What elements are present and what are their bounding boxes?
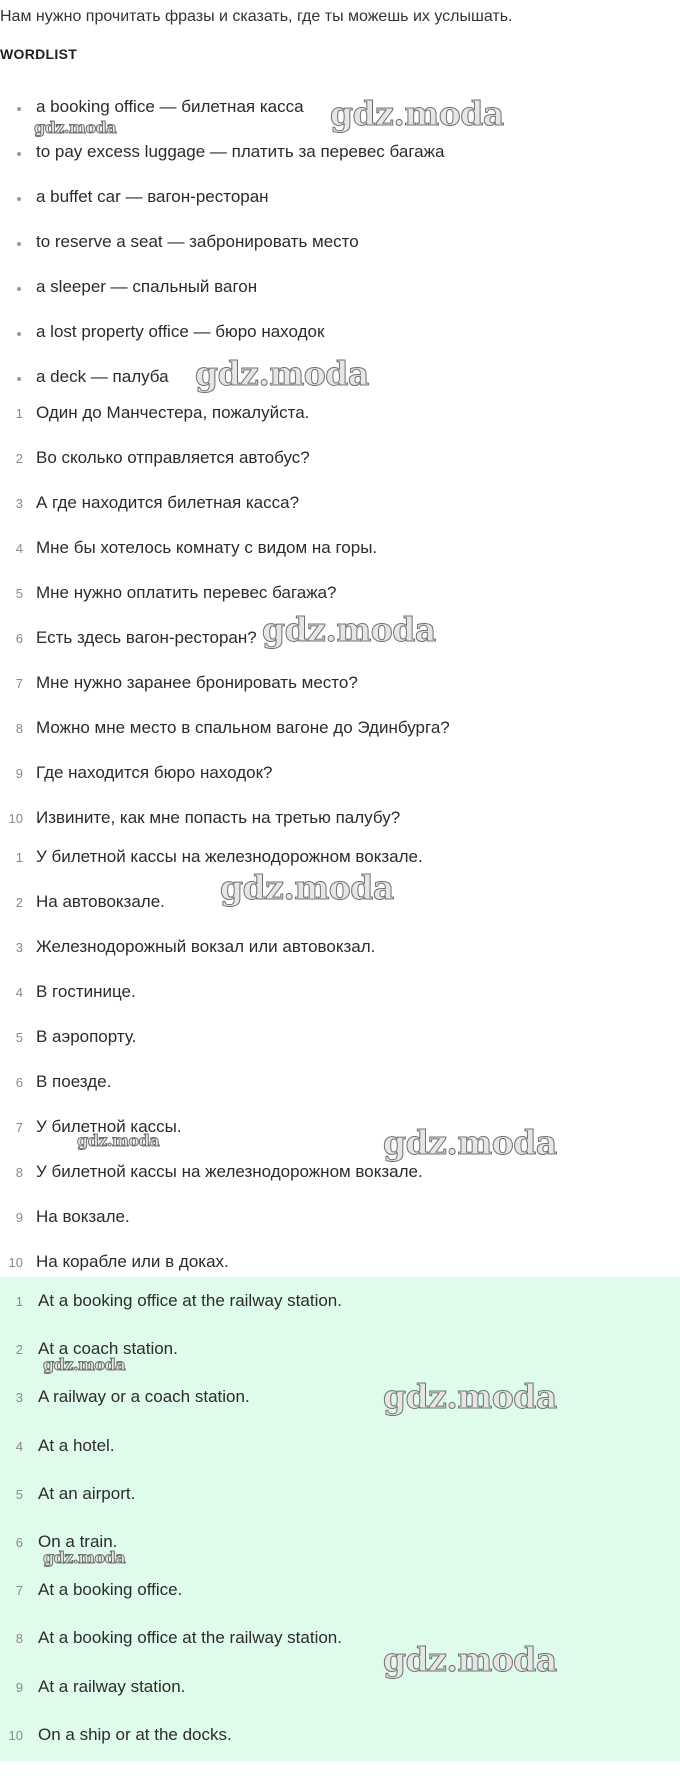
wordlist-item: a booking office — билетная касса (0, 97, 680, 142)
item-number: 6 (15, 631, 23, 646)
item-number: 9 (15, 1679, 23, 1695)
item-text: Извините, как мне попасть на третью палубу? (36, 808, 401, 827)
watermark-logo: gdz.moda (262, 610, 436, 649)
intro-text: Нам нужно прочитать фразы и сказать, где ты можешь их услышать. (0, 8, 513, 25)
item-text: У билетной кассы на железнодорожном вокзале. (36, 1162, 423, 1181)
item-text: Мне нужно оплатить перевес багажа? (36, 583, 337, 602)
item-number: 10 (8, 1255, 23, 1270)
answer-row (0, 1290, 680, 1338)
watermark-logo: gdz.moda (43, 1355, 126, 1374)
item-number: 4 (15, 985, 23, 1000)
item-number: 10 (8, 1727, 23, 1743)
item-text: At a booking office at the railway station. (38, 1291, 342, 1310)
item-text: On a ship or at the docks. (38, 1724, 232, 1744)
item-text: At a coach station. (38, 1339, 178, 1359)
answer-row (0, 1026, 680, 1071)
item-text: At a hotel. (38, 1435, 115, 1455)
watermark-logo: gdz.moda (383, 1123, 557, 1162)
answer-row (0, 1724, 680, 1772)
item-text: A railway or a coach station. (38, 1387, 250, 1407)
answer-row (0, 981, 680, 1026)
item-text: Есть здесь вагон-ресторан? (36, 628, 257, 647)
item-text: На вокзале. (36, 1207, 130, 1226)
item-number: 2 (15, 1342, 23, 1358)
wordlist-item: a buffet car — вагон-ресторан (0, 187, 680, 232)
answer-row (0, 1206, 680, 1251)
item-text: У билетной кассы. (36, 1117, 182, 1136)
watermark-logo: gdz.moda (43, 1548, 126, 1567)
item-text: А где находится билетная касса? (36, 493, 300, 512)
item-number: 4 (15, 1438, 23, 1454)
watermark-logo: gdz.moda (220, 868, 394, 907)
item-text: Мне нужно заранее бронировать место? (36, 673, 358, 692)
answer-row (0, 1676, 680, 1724)
wordlist-item: to reserve a seat — забронировать место (0, 232, 680, 277)
item-number: 3 (15, 1390, 23, 1406)
item-number: 6 (15, 1534, 23, 1550)
item-text: At a booking office at the railway station. (38, 1628, 342, 1648)
phrase-row (0, 762, 680, 807)
watermark-logo: gdz.moda (34, 118, 117, 137)
wordlist-item: to pay excess luggage — платить за перевес багажа (0, 142, 680, 187)
item-text: На корабле или в доках. (36, 1252, 229, 1271)
answer-row (0, 1435, 680, 1483)
watermark-logo: gdz.moda (77, 1131, 160, 1150)
watermark-logo: gdz.moda (330, 94, 504, 133)
phrase-row (0, 447, 680, 492)
item-text: Один до Манчестера, пожалуйста. (36, 403, 310, 422)
item-number: 2 (15, 451, 23, 466)
item-number: 4 (15, 541, 23, 556)
item-text: У билетной кассы на железнодорожном вокзале. (36, 847, 423, 866)
item-text: At a railway station. (38, 1676, 186, 1696)
item-number: 7 (15, 1120, 23, 1135)
item-number: 3 (15, 496, 23, 511)
item-number: 5 (15, 1486, 23, 1502)
answer-row (0, 936, 680, 981)
answer-row (0, 1483, 680, 1531)
item-number: 2 (15, 895, 23, 910)
item-text: В поезде. (36, 1072, 112, 1091)
item-number: 9 (15, 766, 23, 781)
item-number: 1 (15, 850, 23, 865)
item-number: 1 (15, 406, 23, 421)
item-number: 8 (15, 1165, 23, 1180)
watermark-logo: gdz.moda (383, 1640, 557, 1679)
item-text: В гостинице. (36, 982, 136, 1001)
item-text: At an airport. (38, 1483, 136, 1503)
item-text: Во сколько отправляется автобус? (36, 448, 310, 467)
wordlist-item: a deck — палуба (0, 367, 680, 412)
item-number: 1 (15, 1294, 23, 1309)
item-number: 5 (15, 1030, 23, 1045)
item-number: 5 (15, 586, 23, 601)
item-number: 7 (15, 676, 23, 691)
phrase-row (0, 672, 680, 717)
item-number: 7 (15, 1583, 23, 1599)
item-text: На автовокзале. (36, 892, 165, 911)
item-number: 9 (15, 1210, 23, 1225)
item-text: Железнодорожный вокзал или автовокзал. (36, 937, 376, 956)
answer-row (0, 1579, 680, 1627)
answer-row (0, 1386, 680, 1434)
item-number: 10 (8, 811, 23, 826)
wordlist-item: a lost property office — бюро находок (0, 322, 680, 367)
wordlist-title: WORDLIST (0, 46, 78, 62)
item-number: 3 (15, 940, 23, 955)
item-text: Где находится бюро находок? (36, 763, 273, 782)
answer-row (0, 1161, 680, 1206)
answer-row (0, 1627, 680, 1675)
item-number: 8 (15, 1631, 23, 1647)
phrase-row (0, 492, 680, 537)
phrase-row (0, 402, 680, 447)
answer-row (0, 1071, 680, 1116)
item-number: 8 (15, 721, 23, 736)
item-text: В аэропорту. (36, 1027, 137, 1046)
watermark-logo: gdz.moda (195, 354, 369, 393)
item-text: Мне бы хотелось комнату с видом на горы. (36, 538, 378, 557)
item-text: On a train. (38, 1531, 118, 1551)
phrase-row (0, 717, 680, 762)
watermark-logo: gdz.moda (383, 1377, 557, 1416)
phrase-row (0, 537, 680, 582)
russian-answers-list (0, 846, 680, 1296)
item-text: At a booking office. (38, 1580, 183, 1600)
wordlist-item: a sleeper — спальный вагон (0, 277, 680, 322)
item-number: 6 (15, 1075, 23, 1090)
item-text: Можно мне место в спальном вагоне до Эдинбурга? (36, 718, 450, 737)
